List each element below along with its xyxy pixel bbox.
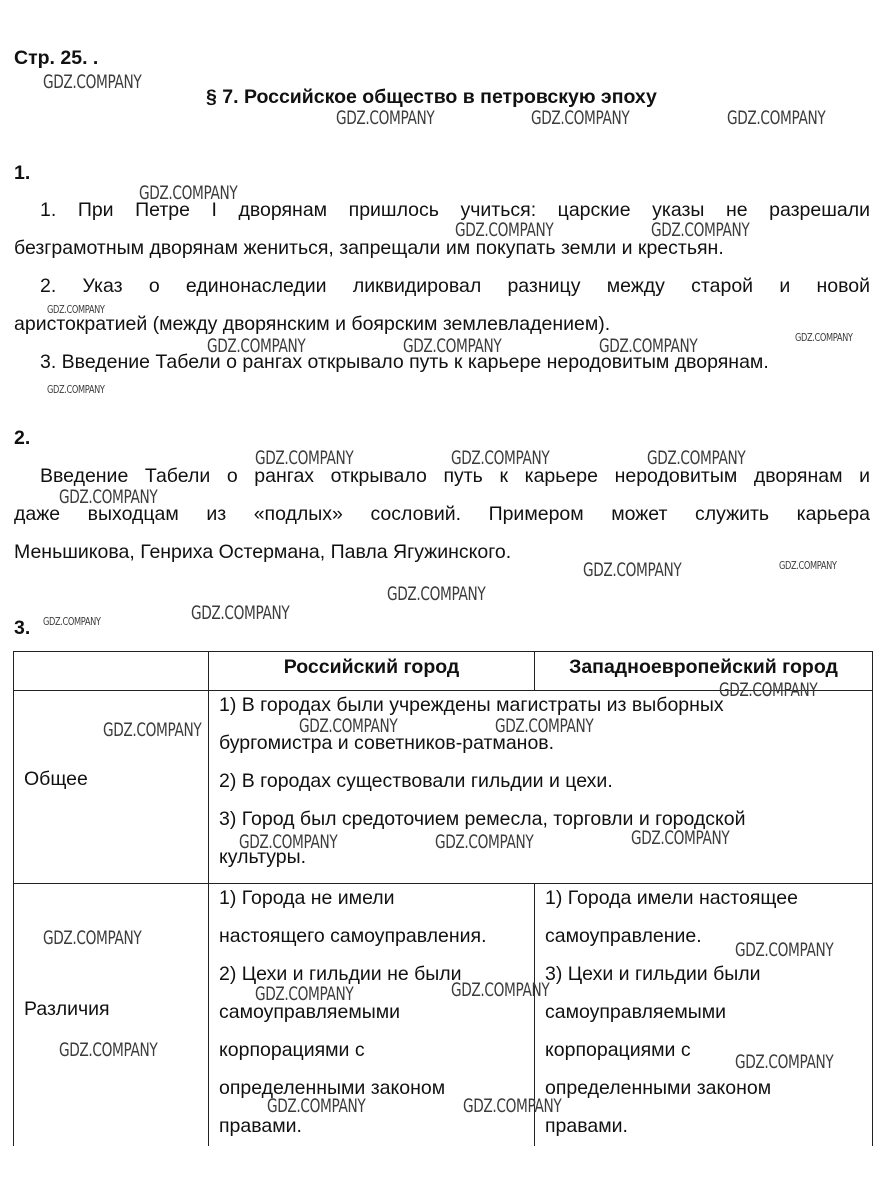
watermark: GDZ.COMPANY — [47, 383, 105, 396]
table-header-western-city: Западноевропейский город — [535, 652, 873, 691]
russian-line: определенными законом — [219, 1077, 446, 1099]
common-line: культуры. — [219, 846, 307, 868]
watermark: GDZ.COMPANY — [255, 447, 354, 469]
watermark: GDZ.COMPANY — [191, 602, 290, 624]
western-line: самоуправление. — [545, 925, 702, 947]
watermark: GDZ.COMPANY — [463, 1095, 562, 1117]
russian-line: 1) Города не имели — [219, 887, 395, 909]
watermark: GDZ.COMPANY — [727, 107, 826, 129]
watermark: GDZ.COMPANY — [59, 486, 158, 508]
western-line: 1) Города имели настоящее — [545, 887, 798, 909]
western-line: корпорациями с — [545, 1039, 691, 1061]
western-line: определенными законом — [545, 1077, 772, 1099]
common-line: бургомистра и советников-ратманов. — [219, 732, 555, 754]
watermark: GDZ.COMPANY — [267, 1095, 366, 1117]
watermark: GDZ.COMPANY — [495, 715, 594, 737]
watermark: GDZ.COMPANY — [531, 107, 630, 129]
watermark: GDZ.COMPANY — [43, 71, 142, 93]
watermark: GDZ.COMPANY — [795, 331, 853, 344]
russian-line: настоящего самоуправления. — [219, 925, 487, 947]
task-1-number: 1. — [14, 162, 31, 184]
row-label-differences: Различия — [24, 998, 110, 1020]
watermark: GDZ.COMPANY — [103, 719, 202, 741]
watermark: GDZ.COMPANY — [451, 979, 550, 1001]
task-2-number: 2. — [14, 427, 31, 449]
russian-line: 2) Цехи и гильдии не были — [219, 963, 462, 985]
watermark: GDZ.COMPANY — [43, 615, 101, 628]
table-header-empty — [14, 652, 209, 691]
watermark: GDZ.COMPANY — [299, 715, 398, 737]
watermark: GDZ.COMPANY — [735, 939, 834, 961]
watermark: GDZ.COMPANY — [387, 583, 486, 605]
task-1-line: аристократией (между дворянским и боярским землевладением). — [14, 313, 611, 335]
watermark: GDZ.COMPANY — [779, 559, 837, 572]
task-2-line: Меньшикова, Генриха Остермана, Павла Ягужинского. — [14, 541, 512, 563]
russian-line: самоуправляемыми — [219, 1001, 401, 1023]
watermark: GDZ.COMPANY — [139, 182, 238, 204]
watermark: GDZ.COMPANY — [239, 831, 338, 853]
western-line: правами. — [545, 1115, 628, 1137]
watermark: GDZ.COMPANY — [651, 219, 750, 241]
watermark: GDZ.COMPANY — [336, 107, 435, 129]
watermark: GDZ.COMPANY — [47, 303, 105, 316]
western-line: 3) Цехи и гильдии были — [545, 963, 761, 985]
row-label-cell — [14, 884, 209, 1147]
watermark: GDZ.COMPANY — [435, 831, 534, 853]
western-differences-cell — [535, 884, 873, 1147]
watermark: GDZ.COMPANY — [451, 447, 550, 469]
watermark: GDZ.COMPANY — [403, 335, 502, 357]
common-line: 3) Город был средоточием ремесла, торговли и городской — [219, 808, 746, 830]
watermark: GDZ.COMPANY — [455, 219, 554, 241]
watermark: GDZ.COMPANY — [583, 559, 682, 581]
table-row-differences — [14, 884, 873, 1147]
watermark: GDZ.COMPANY — [735, 1051, 834, 1073]
watermark: GDZ.COMPANY — [207, 335, 306, 357]
page-title: § 7. Российское общество в петровскую эпоху — [206, 86, 657, 108]
task-1-line: 2. Указ о единонаследии ликвидировал разницу между старой и новой — [40, 275, 870, 297]
watermark: GDZ.COMPANY — [647, 447, 746, 469]
watermark: GDZ.COMPANY — [43, 927, 142, 949]
page-header: Стр. 25. . — [14, 47, 99, 69]
russian-line: правами. — [219, 1115, 302, 1137]
task-3-number: 3. — [14, 617, 31, 639]
common-line: 2) В городах существовали гильдии и цехи. — [219, 770, 613, 792]
row-label-common: Общее — [24, 768, 88, 790]
task-1-line: 1. При Петре I дворянам пришлось учиться: царские указы не разрешали — [40, 199, 870, 221]
task-1-line: безграмотным дворянам жениться, запрещали им покупать земли и крестьян. — [14, 237, 724, 259]
task-1-line: 3. Введение Табели о рангах открывало путь к карьере неродовитым дворянам. — [40, 351, 769, 373]
russian-line: корпорациями с — [219, 1039, 365, 1061]
task-2-line: даже выходцам из «подлых» сословий. Примером может служить карьера — [14, 503, 870, 525]
watermark: GDZ.COMPANY — [59, 1039, 158, 1061]
table-header-russian-city: Российский город — [209, 652, 535, 691]
watermark: GDZ.COMPANY — [719, 679, 818, 701]
watermark: GDZ.COMPANY — [631, 827, 730, 849]
common-line: 1) В городах были учреждены магистраты из выборных — [219, 694, 724, 716]
watermark: GDZ.COMPANY — [599, 335, 698, 357]
task-2-line: Введение Табели о рангах открывало путь к карьере неродовитым дворянам и — [40, 465, 870, 487]
western-line: самоуправляемыми — [545, 1001, 727, 1023]
watermark: GDZ.COMPANY — [255, 983, 354, 1005]
